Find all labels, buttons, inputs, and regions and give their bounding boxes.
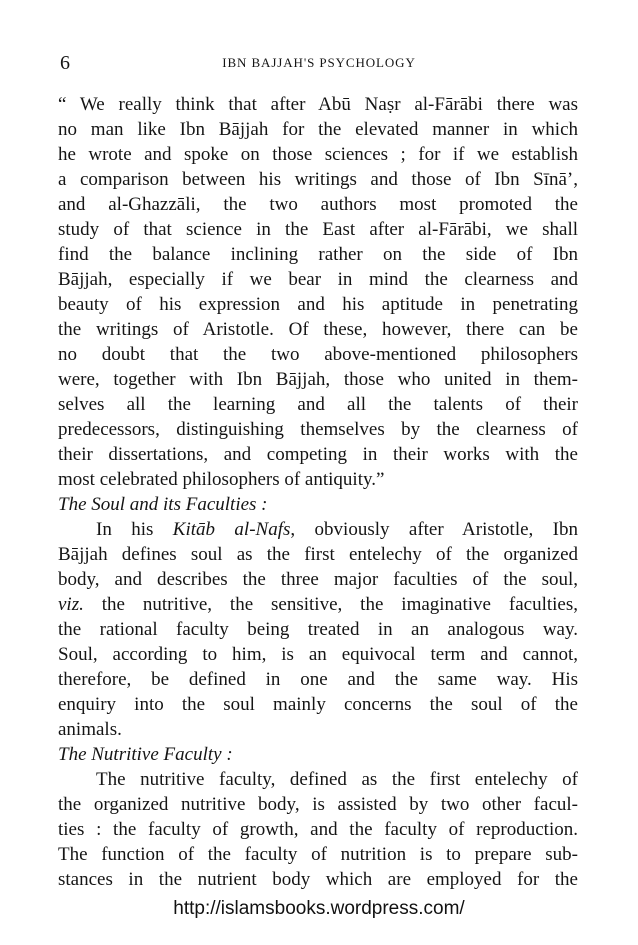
text-line: [58, 592, 578, 617]
running-title: IBN BAJJAH'S PSYCHOLOGY: [222, 55, 416, 70]
text-line: a comparison between his writings and those of Ibn Sīnā’,: [58, 169, 578, 190]
text-line: selves all the learning and all the talents of their: [58, 394, 578, 415]
quotation-paragraph: [58, 92, 578, 492]
text-line: study of that science in the East after al-Fārābi, we shall: [58, 219, 578, 240]
soul-paragraph: [58, 517, 578, 742]
text-fragment: In his: [96, 519, 173, 540]
text-line: The function of the faculty of nutrition is to prepare sub-: [58, 844, 578, 865]
text-line: therefore, be defined in one and the same way. His: [58, 669, 578, 690]
text-line: were, together with Ibn Bājjah, those who united in them-: [58, 369, 578, 390]
text-line: beauty of his expression and his aptitude in penetrating: [58, 294, 578, 315]
text-line: body, and describes the three major faculties of the soul,: [58, 569, 578, 590]
text-line: [58, 517, 578, 542]
text-line: find the balance inclining rather on the side of Ibn: [58, 244, 578, 265]
text-line: the writings of Aristotle. Of these, however, there can be: [58, 319, 578, 340]
text-line: no doubt that the two above-mentioned philosophers: [58, 344, 578, 365]
text-line: “ We really think that after Abū Naṣr al-Fārābi there was: [58, 94, 578, 115]
text-line: most celebrated philosophers of antiquity.”: [58, 469, 385, 490]
page-number: 6: [60, 52, 70, 74]
text-line: predecessors, distinguishing themselves by the clearness of: [58, 419, 578, 440]
text-line: stances in the nutrient body which are employed for the: [58, 869, 578, 890]
text-line: the rational faculty being treated in an analogous way.: [58, 619, 578, 640]
book-title: Kitāb al-Nafs: [172, 519, 291, 540]
text-line: and al-Ghazzāli, the two authors most promoted the: [58, 194, 578, 215]
text-line: no man like Ibn Bājjah for the elevated manner in which: [58, 119, 578, 140]
text-line: ties : the faculty of growth, and the faculty of reproduction.: [58, 819, 578, 840]
text-line: Bājjah defines soul as the first entelechy of the organized: [58, 544, 578, 565]
text-line: he wrote and spoke on those sciences ; for if we establish: [58, 144, 578, 165]
text-line: the organized nutritive body, is assisted by two other facul-: [58, 794, 578, 815]
nutritive-paragraph: [58, 767, 578, 892]
text-line: their dissertations, and competing in their works with the: [58, 444, 578, 465]
text-fragment: the nutritive, the sensitive, the imaginative faculties,: [83, 594, 578, 615]
footer-url: http://islamsbooks.wordpress.com/: [173, 898, 465, 919]
text-line: Bājjah, especially if we bear in mind the clearness and: [58, 269, 578, 290]
text-line: enquiry into the soul mainly concerns the soul of the: [58, 694, 578, 715]
section-heading-nutritive: The Nutritive Faculty :: [58, 744, 233, 765]
text-line: animals.: [58, 719, 122, 740]
abbreviation: viz.: [58, 594, 84, 615]
text-line: Soul, according to him, is an equivocal term and cannot,: [58, 644, 578, 665]
body-text: [58, 92, 578, 892]
text-line: The nutritive faculty, defined as the first entelechy of: [96, 769, 578, 790]
section-heading-soul: The Soul and its Faculties :: [58, 494, 268, 515]
text-fragment: , obviously after Aristotle, Ibn: [290, 519, 579, 540]
